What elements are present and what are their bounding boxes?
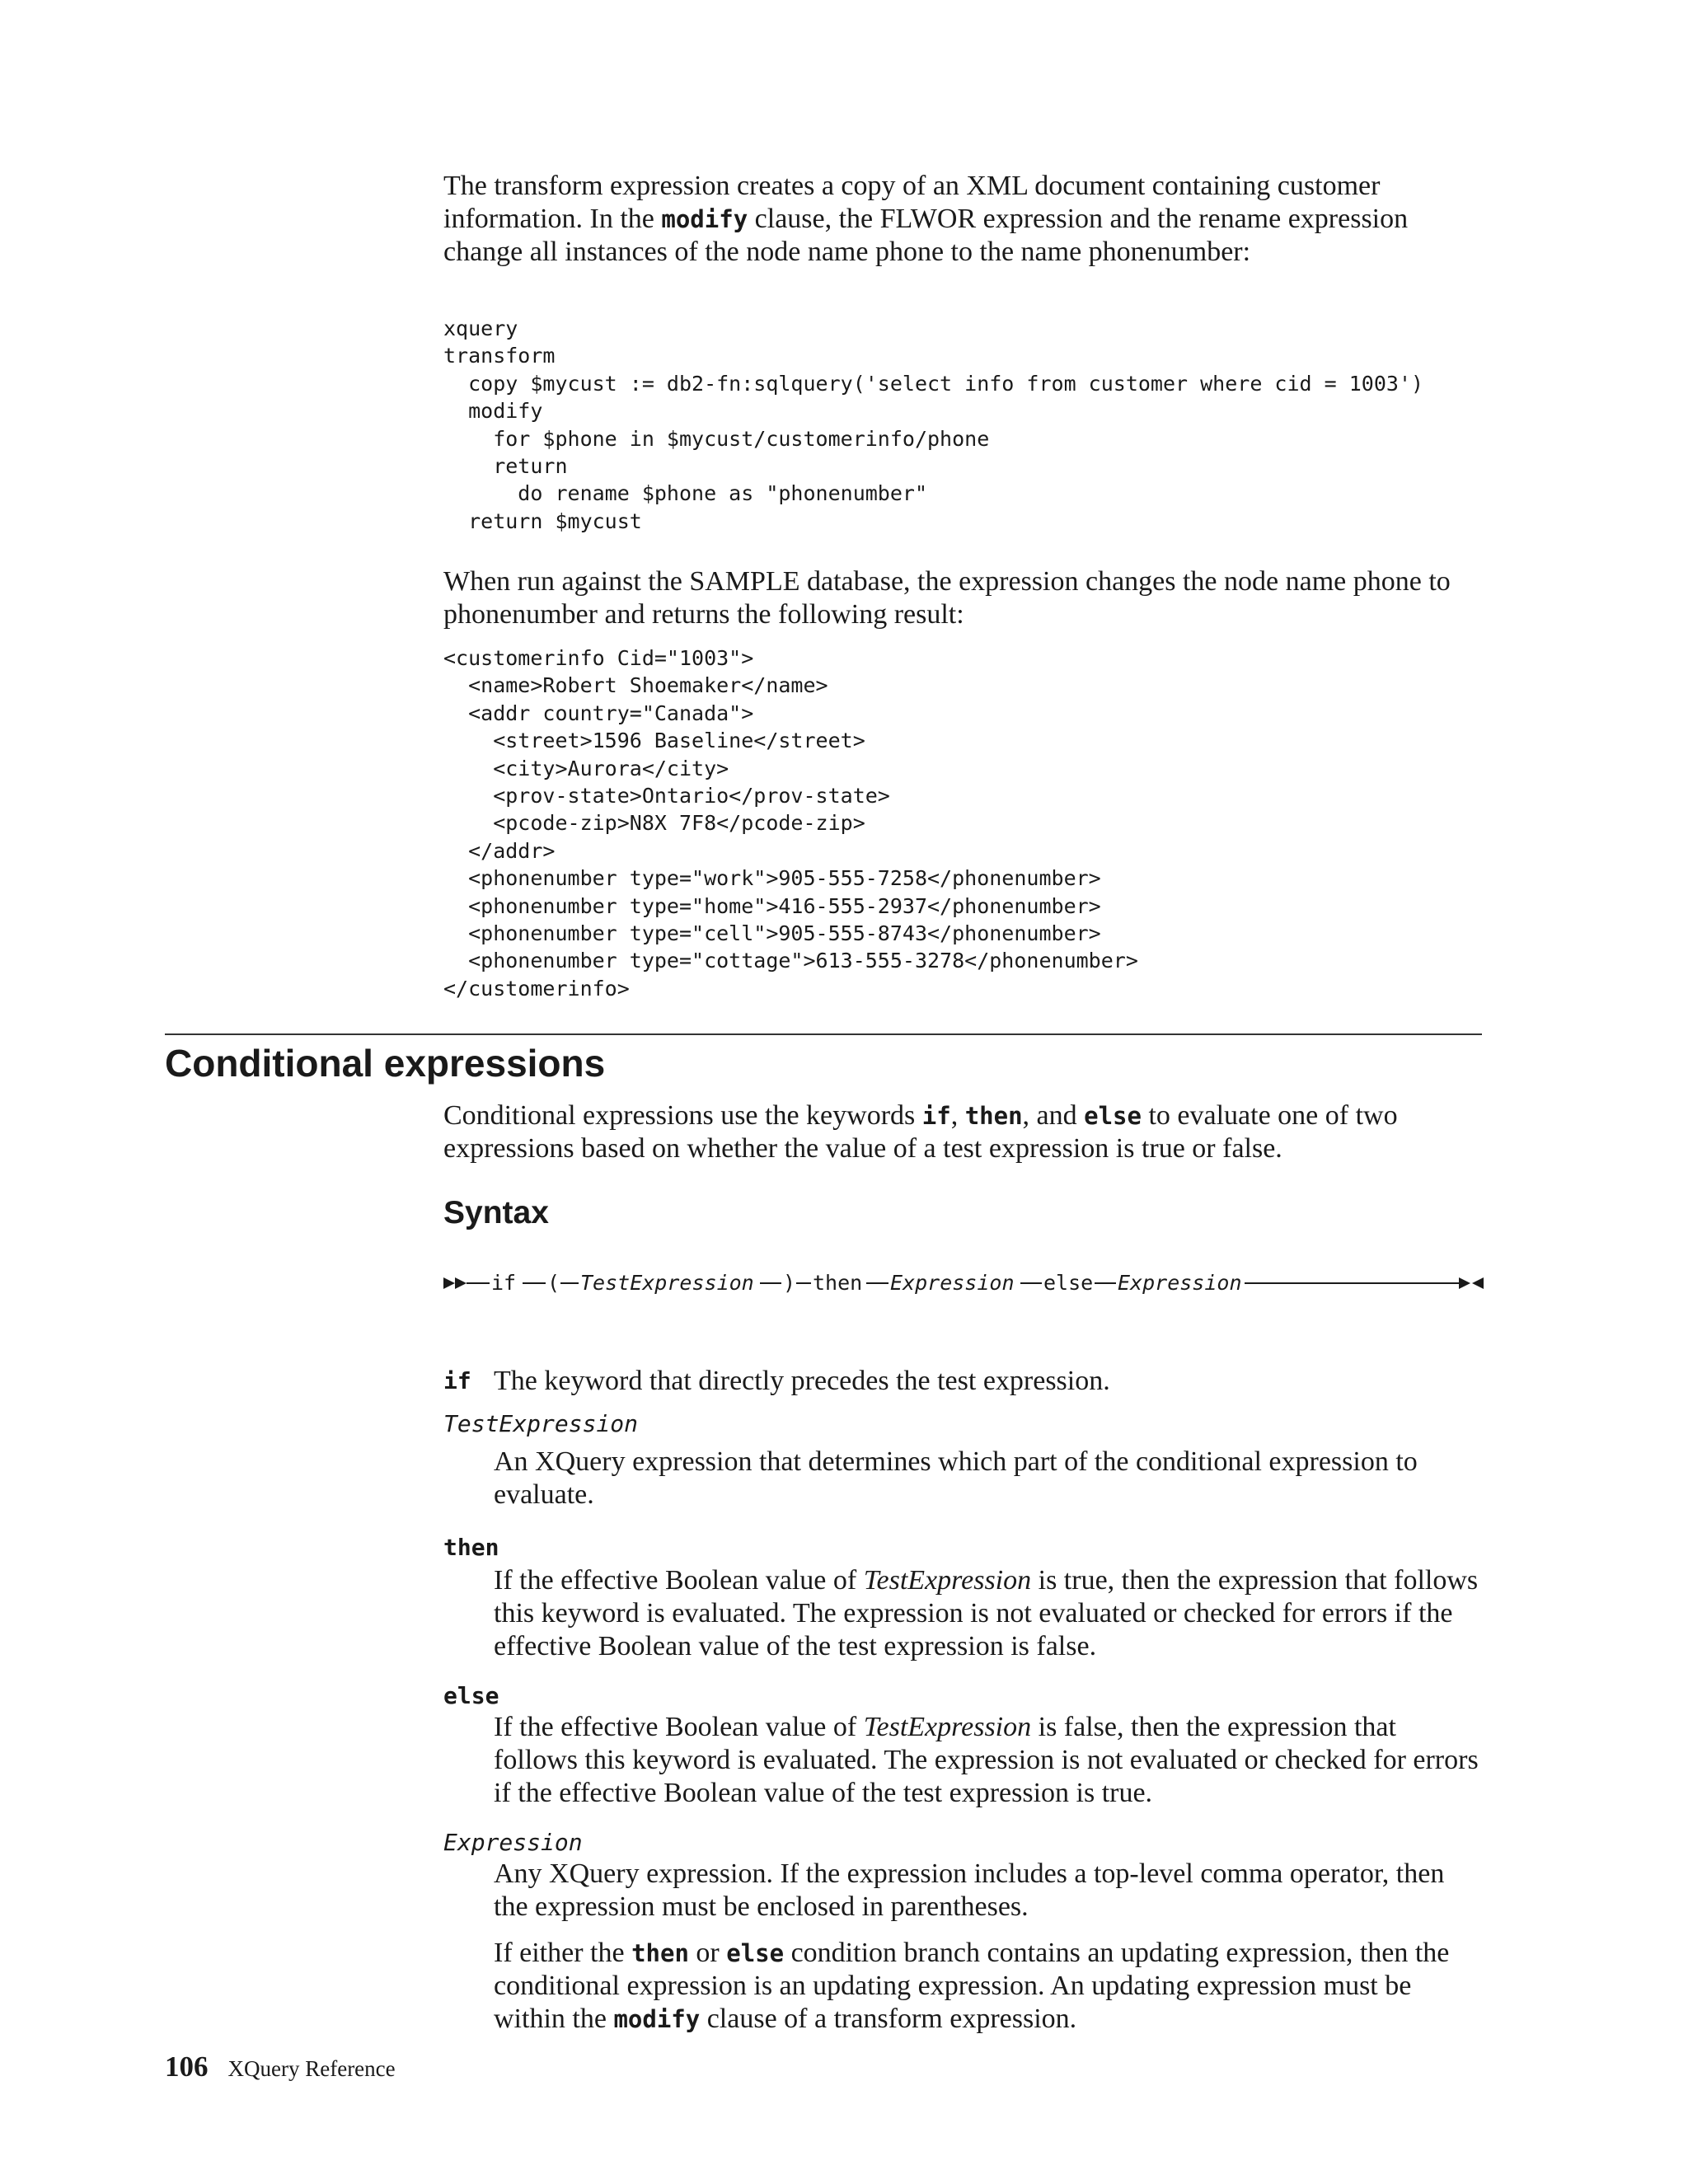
- intro-text-a: The transform expression creates a copy of an XML document containing customer information. In the: [443, 171, 1381, 234]
- term-else: else: [443, 1682, 499, 1709]
- desc-else-a: If the effective Boolean value of: [494, 1712, 864, 1742]
- note-keyword-then: then: [631, 1939, 689, 1967]
- desc-then-em: TestExpression: [863, 1565, 1032, 1596]
- section-intro-paragraph: [443, 1099, 1482, 1165]
- syntax-test-expression: TestExpression: [580, 1271, 754, 1295]
- syntax-lparen: (: [547, 1271, 560, 1295]
- page-number: 106: [165, 2050, 209, 2083]
- keyword-if: if: [921, 1102, 951, 1130]
- note-keyword-modify: modify: [613, 2005, 701, 2033]
- result-section: [443, 565, 1482, 631]
- intro-text-b: clause, the FLWOR expression and the rename expression change all instances of the node name phone to the name phonenumber:: [443, 204, 1409, 267]
- syntax-else: else: [1043, 1271, 1094, 1295]
- start-arrows-icon: [443, 1277, 467, 1289]
- intro-section: [443, 170, 1482, 269]
- note-text-b: condition branch contains an updating expression, then the conditional expression is an updating expression. An updating expression must be within the: [494, 1938, 1450, 2034]
- desc-test-expression: An XQuery expression that determines which part of the conditional expression to evaluate.: [494, 1446, 1418, 1510]
- term-test-expression: TestExpression: [443, 1410, 639, 1437]
- keyword-then: then: [964, 1102, 1023, 1130]
- desc-else: [494, 1711, 1483, 1810]
- end-arrows-icon: [1459, 1277, 1484, 1289]
- syntax-heading: Syntax: [443, 1195, 549, 1230]
- syntax-if: if: [491, 1271, 517, 1295]
- result-xml-listing: <customerinfo Cid="1003"> <name>Robert Shoemaker</name> <addr country="Canada"> <street>1596 Baseline</street> <city>Aurora</city> <prov-state>Ontario</prov-state> <pcode-zip>N8X 7F8</pcode-zip> </addr> <phonenumber type="work">905-555-7258</phonenumber> <phonenumber type="home">416-555-2937</phonenumber> <phonenumber type="cell">905-555-8743</phonenumber> <phonenumber type="cottage">613-555-3278</phonenumber> </customerinfo>: [443, 646, 1138, 1001]
- desc-if: The keyword that directly precedes the test expression.: [494, 1366, 1110, 1396]
- syntax-then: then: [813, 1271, 863, 1295]
- desc-then-a: If the effective Boolean value of: [494, 1565, 864, 1596]
- keyword-else: else: [1084, 1102, 1142, 1130]
- expression-note: [494, 1937, 1483, 2036]
- separator-2: , and: [1022, 1100, 1085, 1131]
- desc-then-b: is true, then the expression that follows this keyword is evaluated. The expression is not evaluated or checked for errors if the effective Boolean value of the test expression is false.: [494, 1565, 1479, 1661]
- book-title: XQuery Reference: [227, 2056, 396, 2081]
- note-keyword-else: else: [726, 1939, 785, 1967]
- section-intro-text-b: to evaluate one of two expressions based on whether the value of a test expression is true or false.: [443, 1100, 1398, 1164]
- desc-else-b: is false, then the expression that follows this keyword is evaluated. The expression is not evaluated or checked for errors if the effective Boolean value of the test expression is true.: [494, 1712, 1479, 1808]
- desc-else-em: TestExpression: [863, 1712, 1032, 1742]
- syntax-rparen: ): [783, 1271, 796, 1295]
- section-title: Conditional expressions: [165, 1042, 606, 1085]
- note-text-c: clause of a transform expression.: [700, 2004, 1077, 2034]
- intro-keyword-modify: modify: [661, 205, 748, 233]
- desc-expression: Any XQuery expression. If the expression includes a top-level comma operator, then the expression must be enclosed in parentheses.: [494, 1858, 1445, 1922]
- syntax-expression-1: Expression: [890, 1271, 1015, 1295]
- syntax-diagram: [443, 1269, 1484, 1297]
- term-if: if: [443, 1367, 471, 1394]
- page-footer: [165, 2050, 396, 2083]
- separator-1: ,: [950, 1100, 965, 1131]
- desc-then: [494, 1564, 1483, 1663]
- syntax-expression-2: Expression: [1118, 1271, 1242, 1295]
- section-intro: [443, 1099, 1482, 1165]
- intro-paragraph: [443, 170, 1482, 269]
- term-expression: Expression: [443, 1829, 583, 1856]
- transform-code-example: xquery transform copy $mycust := db2-fn:sqlquery('select info from customer where cid = 1003') modify for $phone in $mycust/customerinfo/phone return do rename $phone as "phonenumber" return $mycust: [443, 316, 1424, 533]
- section-intro-text-a: Conditional expressions use the keywords: [443, 1100, 922, 1131]
- note-text-a: If either the: [494, 1938, 632, 1968]
- syntax-diagram-svg: [443, 1269, 1484, 1297]
- result-paragraph: When run against the SAMPLE database, the expression changes the node name phone to phonenumber and returns the following result:: [443, 566, 1451, 630]
- section-divider: [165, 1033, 1482, 1035]
- note-text-mid: or: [688, 1938, 727, 1968]
- term-then: then: [443, 1534, 499, 1561]
